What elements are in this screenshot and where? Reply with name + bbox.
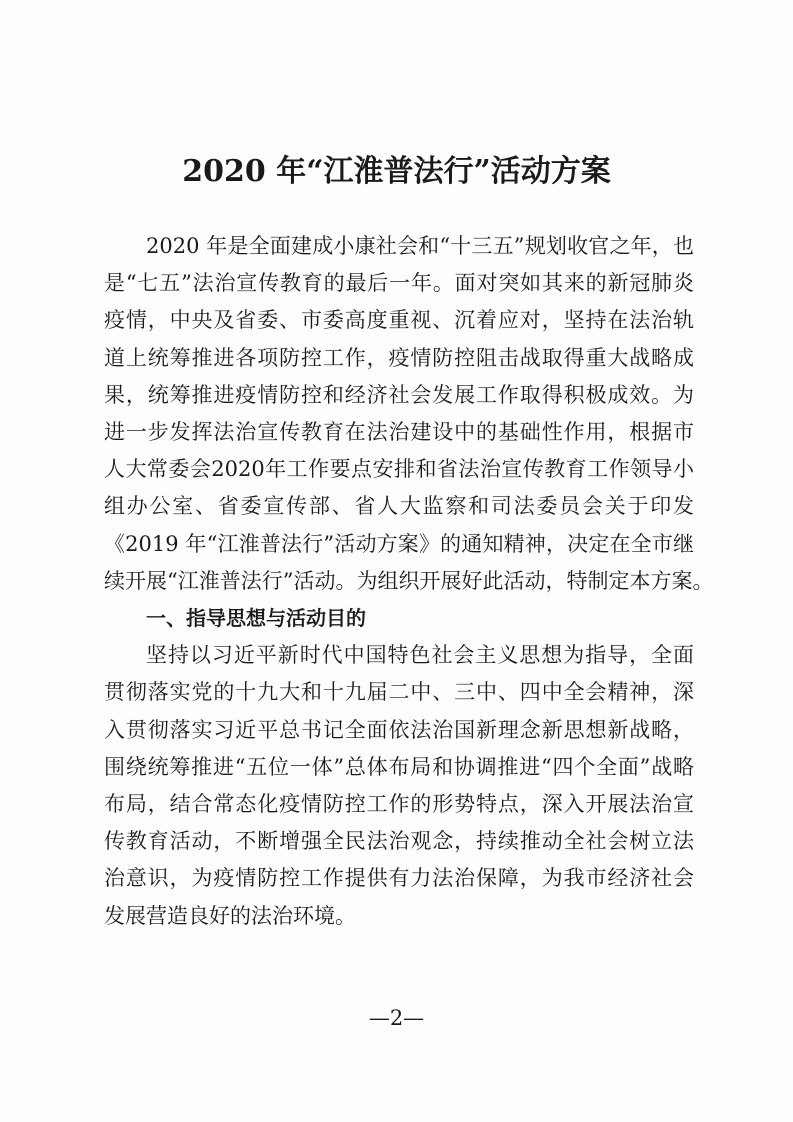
paragraph-1 bbox=[104, 228, 714, 600]
paragraph-line: 果，统筹推进疫情防控和经济社会发展工作取得积极成效。为 bbox=[104, 382, 694, 407]
paragraph-line: 传教育活动，不断增强全民法治观念，持续推动全社会树立法 bbox=[104, 829, 694, 854]
paragraph-line: 《2019 年“江淮普法行”活动方案》的通知精神，决定在全市继 bbox=[104, 531, 694, 556]
paragraph-line: 2020 年是全面建成小康社会和“十三五”规划收官之年，也 bbox=[146, 234, 694, 258]
paragraph-line: 续开展“江淮普法行”活动。为组织开展好此活动，特制定本方案。 bbox=[104, 568, 714, 593]
paragraph-line: 是“七五”法治宣传教育的最后一年。面对突如其来的新冠肺炎 bbox=[104, 271, 694, 296]
paragraph-line: 治意识，为疫情防控工作提供有力法治保障，为我市经济社会 bbox=[104, 866, 694, 891]
paragraph-line: 坚持以习近平新时代中国特色社会主义思想为指导，全面 bbox=[146, 643, 694, 668]
paragraph-line: 道上统筹推进各项防控工作，疫情防控阻击战取得重大战略成 bbox=[104, 345, 694, 370]
section-heading: 一、指导思想与活动目的 bbox=[146, 606, 366, 631]
paragraph-line: 贯彻落实党的十九大和十九届二中、三中、四中全会精神，深 bbox=[104, 680, 694, 705]
paragraph-line: 组办公室、省委宣传部、省人大监察和司法委员会关于印发 bbox=[104, 494, 694, 519]
paragraph-line: 围绕统筹推进“五位一体”总体布局和协调推进“四个全面”战略 bbox=[104, 754, 694, 779]
paragraph-line: 入贯彻落实习近平总书记全面依法治国新理念新思想新战略， bbox=[104, 717, 694, 742]
paragraph-line: 发展营造良好的法治环境。 bbox=[104, 903, 356, 928]
paragraph-2 bbox=[104, 637, 694, 935]
document-body bbox=[104, 228, 714, 935]
paragraph-line: 疫情，中央及省委、市委高度重视、沉着应对，坚持在法治轨 bbox=[104, 308, 694, 333]
paragraph-line: 进一步发挥法治宣传教育在法治建设中的基础性作用，根据市 bbox=[104, 420, 694, 445]
paragraph-line: 人大常委会2020年工作要点安排和省法治宣传教育工作领导小 bbox=[104, 457, 694, 482]
document-title: 2020 年“江淮普法行”活动方案 bbox=[182, 154, 611, 189]
page-number: —2— bbox=[368, 1006, 425, 1030]
paragraph-line: 布局，结合常态化疫情防控工作的形势特点，深入开展法治宣 bbox=[104, 792, 694, 817]
